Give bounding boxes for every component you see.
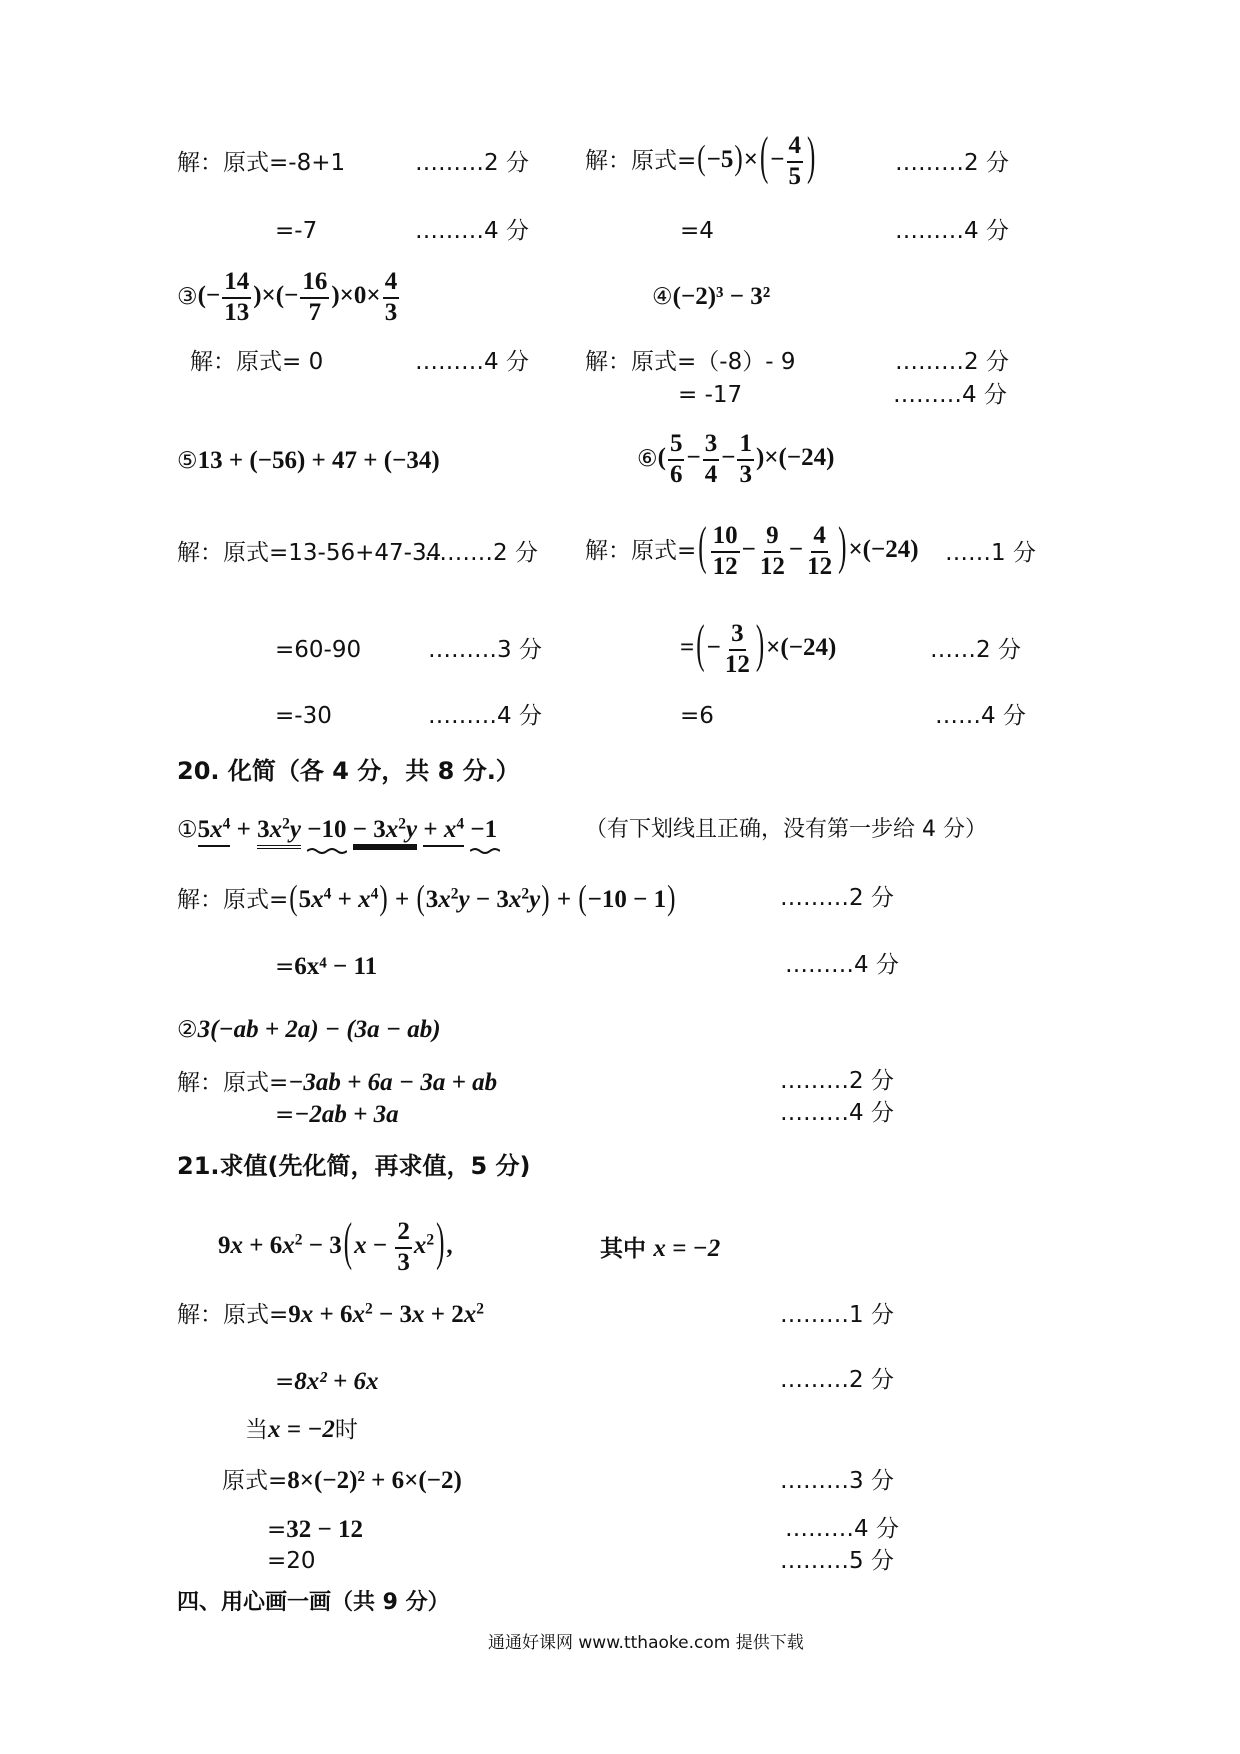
solution-1-line-2: =-7 — [275, 218, 318, 244]
grading-note: （有下划线且正确，没有第一步给 4 分） — [585, 817, 987, 842]
problem-6: ⑥( $\frac{5}{6}$ − $\frac{3}{4}$ − $\frac{1}{3}$ )×(−24) — [637, 430, 835, 488]
condition-21: 其中 x = −2 — [600, 1235, 721, 1262]
score-21-5: ………5 分 — [780, 1548, 894, 1574]
score-1-1: ………2 分 — [415, 150, 529, 176]
score-20-2-1: ………2 分 — [780, 1068, 894, 1094]
score-3: ………4 分 — [415, 349, 529, 375]
score-4-2: ………4 分 — [893, 382, 1007, 408]
solution-3: 解：原式= 0 — [190, 349, 324, 375]
score-21-4: ………4 分 — [785, 1516, 899, 1542]
score-6-1: ……1 分 — [945, 540, 1036, 566]
problem-20-2: ②3(−ab + 2a) − (3a − ab) — [177, 1016, 441, 1043]
score-2-1: ………2 分 — [895, 150, 1009, 176]
score-6-2: ……2 分 — [930, 637, 1021, 663]
problem-21: $9x + 6x^2 - 3(x$ − $\frac{2}{3}$ $x^2$), — [218, 1215, 453, 1276]
score-1-2: ………4 分 — [415, 218, 529, 244]
solution-6-line-3: =6 — [680, 703, 714, 729]
solution-21-line-2: =8x² + 6x — [275, 1368, 379, 1395]
solution-5-line-3: =-30 — [275, 703, 332, 729]
score-21-3: ………3 分 — [780, 1468, 894, 1494]
solution-5-line-1: 解：原式=13-56+47-34 — [177, 540, 442, 566]
solution-4-line-2: = -17 — [678, 382, 743, 408]
problem-20-1: $①5x^4 + 3x^2y -10$ − $3x^2y + x^4 -1$ — [177, 815, 497, 845]
solution-4-line-1: 解：原式=（-8）- 9 — [585, 349, 796, 375]
solution-21-when: 当x = −2时 — [245, 1416, 358, 1443]
solution-6-line-2: =(− $\frac{3}{12}$ )×(−24) — [680, 617, 837, 678]
solution-5-line-2: =60-90 — [275, 637, 362, 663]
problem-5: ⑤13 + (−56) + 47 + (−34) — [177, 447, 440, 474]
score-5-3: ………4 分 — [428, 703, 542, 729]
solution-20-1-line-2: =6x⁴ − 11 — [275, 953, 378, 980]
footer: 通通好课网 www.tthaoke.com 提供下载 — [488, 1633, 804, 1653]
score-5-1: ………2 分 — [424, 540, 538, 566]
question-20-heading: 20. 化简（各 4 分，共 8 分.） — [177, 757, 520, 785]
score-20-1-1: ………2 分 — [780, 885, 894, 911]
question-21-heading: 21.求值(先化简，再求值，5 分) — [177, 1152, 531, 1180]
score-21-2: ………2 分 — [780, 1367, 894, 1393]
solution-2-line-2: =4 — [680, 218, 714, 244]
solution-21-line-4: 原式=8×(−2)² + 6×(−2) — [222, 1467, 462, 1494]
problem-3: ③(− $\frac{14}{13}$ )×(− $\frac{16}{7}$ )×0× $\frac{4}{3}$ — [177, 268, 398, 326]
score-4-1: ………2 分 — [895, 349, 1009, 375]
score-20-2-2: ………4 分 — [780, 1100, 894, 1126]
solution-21-line-1: 解：原式$=9x + 6x^2 - 3x + 2x^2$ — [177, 1300, 485, 1328]
solution-6-line-1: 解：原式=( $\frac{10}{12}$ − $\frac{9}{12}$ − $\frac{4}{12}$ )×(−24) — [585, 519, 919, 580]
score-5-2: ………3 分 — [428, 637, 542, 663]
solution-20-2-line-2: =−2ab + 3a — [275, 1101, 399, 1128]
score-20-1-2: ………4 分 — [785, 952, 899, 978]
problem-4: ④(−2)³ − 3² — [652, 283, 771, 310]
section-4-heading: 四、用心画一画（共 9 分） — [177, 1590, 450, 1615]
solution-2-line-1: 解：原式=(−5)×(− $\frac{4}{5}$ ) — [585, 129, 816, 190]
score-6-3: ……4 分 — [935, 703, 1026, 729]
score-21-1: ………1 分 — [780, 1302, 894, 1328]
solution-20-2-line-1: 解：原式=−3ab + 6a − 3a + ab — [177, 1069, 498, 1096]
solution-21-line-5: =32 − 12 — [267, 1516, 364, 1543]
solution-1-line-1: 解：原式=-8+1 — [177, 150, 346, 176]
score-2-2: ………4 分 — [895, 218, 1009, 244]
solution-20-1-line-1: 解：原式$=(5x^4 + x^4) + (3x^2y - 3x^2y) + (-10 - 1)$ — [177, 879, 676, 918]
solution-21-line-6: =20 — [267, 1548, 316, 1574]
